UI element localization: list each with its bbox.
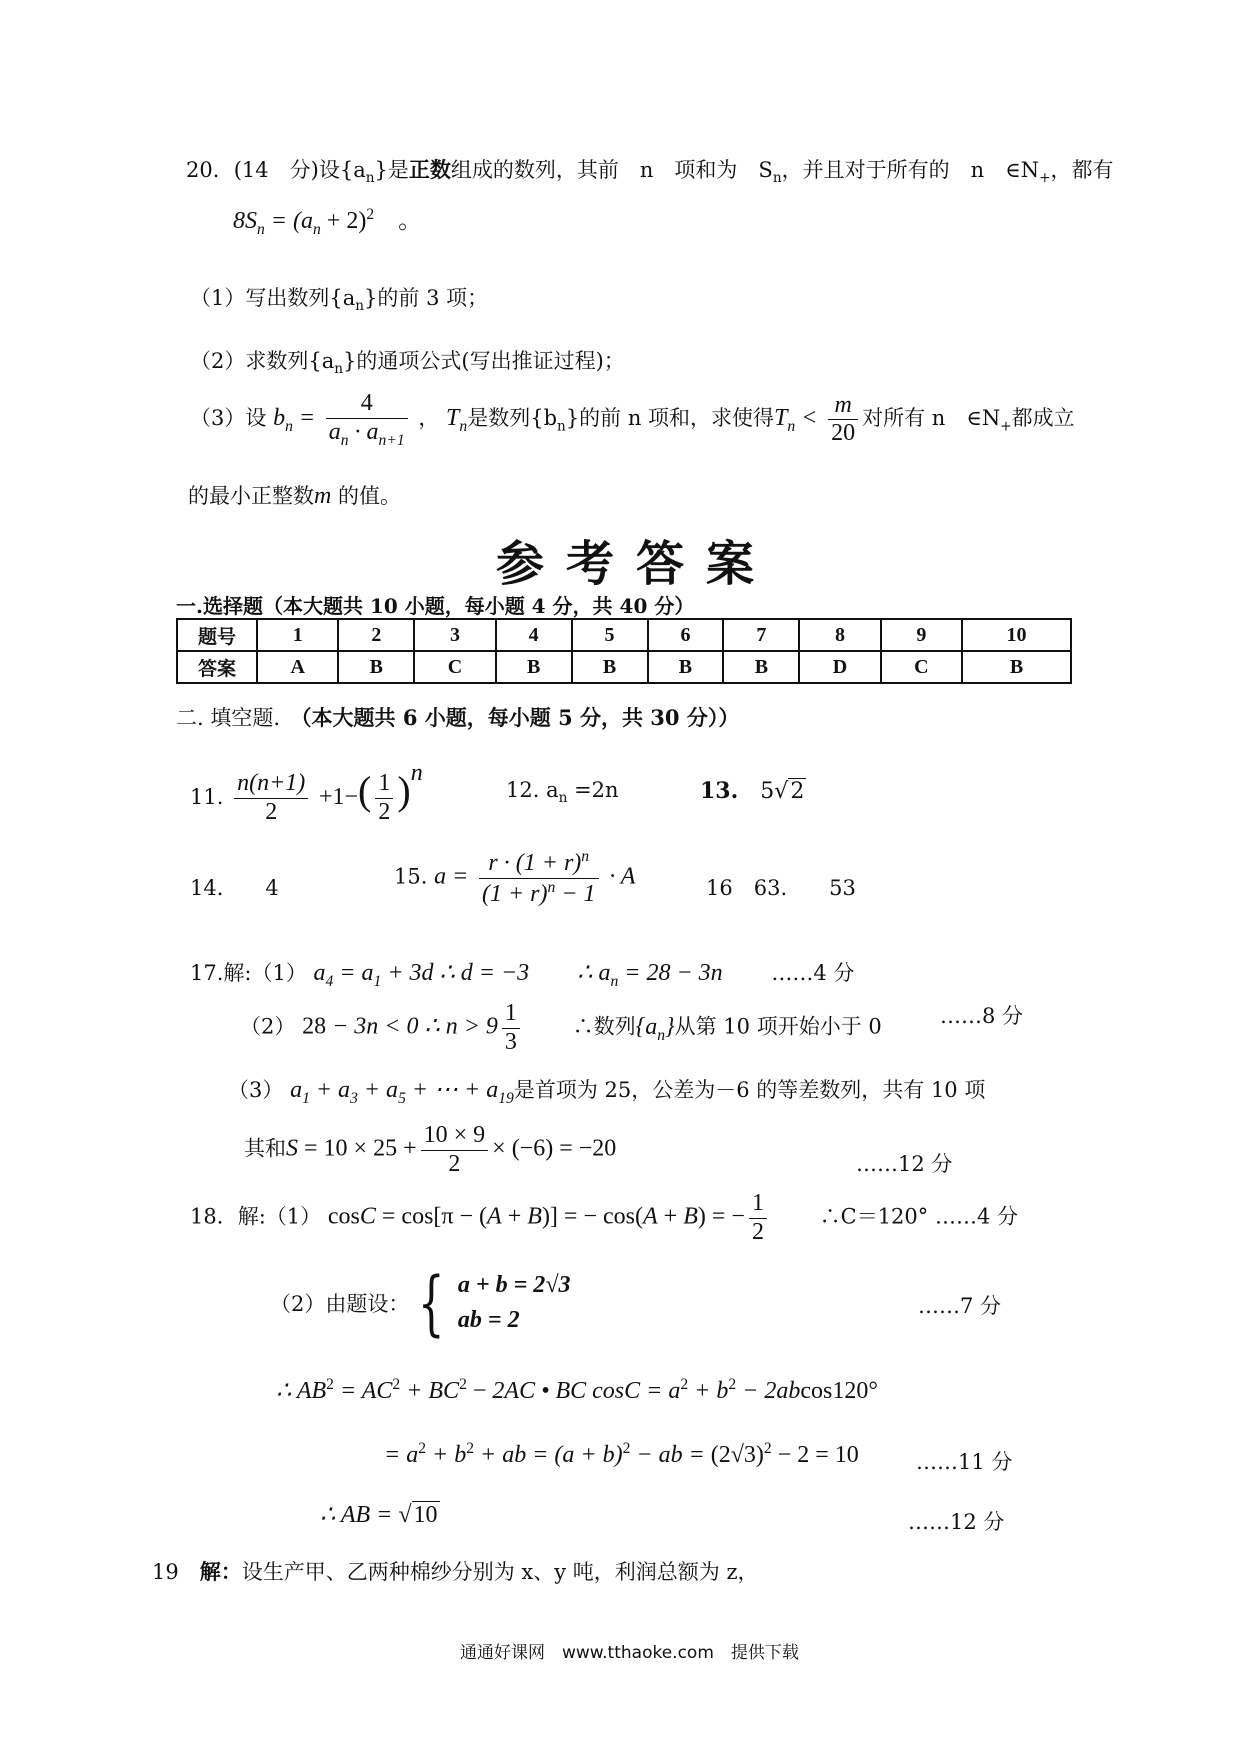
q20-part1	[190, 282, 488, 314]
solution-text: ∴数列	[572, 1014, 636, 1039]
subscript: n	[334, 361, 344, 378]
table-cell: B	[338, 651, 414, 683]
q18-score-12: ……12 分	[908, 1510, 1005, 1534]
q18-line2	[270, 1262, 571, 1344]
subscript: n	[772, 170, 782, 187]
part-text: 的值。	[331, 484, 402, 508]
section1-title: 一.选择题（本大题共 10 小题，每小题 4 分，共 40 分）	[176, 594, 695, 618]
table-cell: B	[648, 651, 724, 683]
math-text: + 2)	[320, 208, 367, 234]
answer-label: 13.	[700, 778, 739, 804]
q18-line3: ∴ $AB^2 = AC^2 + BC^2 - 2AC$ • BC $\cos C = a^2 + b^2 - 2abcos120^\circ$	[276, 1376, 878, 1404]
part-text: （3）设	[190, 406, 267, 431]
answer-label: 11.	[190, 785, 224, 809]
table-cell: B	[962, 651, 1071, 683]
math-b: $b_n$ =	[273, 405, 316, 435]
math-text: 。	[374, 208, 423, 234]
answer-text: 5	[760, 779, 775, 804]
table-cell: 6	[648, 619, 724, 651]
superscript: 2	[366, 206, 375, 223]
table-cell: 9	[881, 619, 962, 651]
q18-line5: ∴ AB = √10	[320, 1502, 438, 1528]
answer-11	[190, 760, 423, 827]
table-cell: 5	[572, 619, 648, 651]
q20-score: (14 分)	[233, 158, 319, 182]
score-text: ……12 分	[856, 1152, 953, 1176]
subscript: n	[365, 170, 375, 187]
q20-part3	[190, 390, 1075, 449]
math-text: $\{a_n\}$	[635, 1013, 675, 1044]
table-cell: B	[723, 651, 799, 683]
math-text: $a_4 = a_1 + 3d$ ∴ d = −3 ∴ $a_n = 28 - 3n$	[313, 960, 723, 990]
q18-score-7: ……7 分	[918, 1294, 1002, 1318]
solution-label: 17.解:（1）	[190, 961, 307, 985]
subscript: n	[257, 220, 265, 238]
part-text: }的通项公式(写出推证过程)；	[343, 349, 625, 373]
q17-line1	[190, 952, 854, 991]
solution-text: 从第 10 项开始小于 0	[674, 1014, 882, 1039]
q17-line4	[244, 1122, 953, 1178]
subscript: +	[1039, 170, 1051, 187]
answer-13	[700, 774, 806, 805]
math-ineq: $T_n$ <	[774, 405, 818, 435]
section-text-bold: （本大题共 6 小题，每小题 5 分，共 30 分））	[301, 705, 740, 730]
score-text: ……4 分	[934, 1204, 1019, 1229]
math-m: m	[314, 483, 332, 509]
q17-line3	[228, 1074, 985, 1108]
answer-text: 12. a	[506, 778, 559, 802]
part-text: 都成立	[1011, 406, 1075, 431]
table-cell: C	[414, 651, 495, 683]
answer-12	[506, 778, 619, 806]
q19-line	[152, 1556, 759, 1586]
q20-text: ，都有	[1050, 158, 1114, 182]
math-text: · A	[609, 863, 636, 890]
equation: a + b = 2√3	[457, 1272, 571, 1299]
part-text: （1）写出数列{a	[190, 286, 356, 310]
score-text: ……4 分	[771, 961, 855, 985]
paren: )	[397, 768, 411, 813]
answer-15	[394, 848, 635, 908]
math-text: × (−6) = −20	[492, 1135, 617, 1162]
math-text: S = 10 × 25 +	[286, 1135, 417, 1162]
solution-text: 设生产甲、乙两种棉纱分别为 x、y 吨，利润总额为 z，	[241, 1560, 759, 1584]
table-row	[177, 619, 1071, 651]
subscript: +	[1000, 418, 1012, 435]
solution-text: 是首项为 25，公差为－6 的等差数列，共有 10 项	[513, 1078, 986, 1102]
q20-line1	[186, 154, 1114, 186]
fraction: $\frac{1}{2}$	[375, 770, 393, 826]
table-answer-label: 答案	[177, 651, 257, 683]
table-cell: 7	[723, 619, 799, 651]
part-text: 对所有 n ∈N	[862, 406, 1001, 431]
section-text: 二. 填空题.	[176, 706, 302, 730]
q17-line2	[240, 1000, 1024, 1056]
table-cell: 10	[962, 619, 1071, 651]
table-cell: 1	[257, 619, 338, 651]
fraction: $\frac{r \cdot (1 + r)^n}{(1 + r)^n - 1}$	[479, 848, 599, 908]
paren: (	[358, 768, 372, 813]
solution-label: 18．解:（1）	[190, 1204, 322, 1229]
superscript: n	[410, 760, 423, 786]
math-text: +1−	[318, 784, 359, 810]
solution-label: （2）	[240, 1014, 296, 1039]
table-cell: 4	[496, 619, 572, 651]
q20-bold: 正数	[408, 157, 451, 182]
answer-14	[190, 872, 279, 902]
q20-part3-cont	[188, 480, 401, 510]
equation-system	[458, 1268, 571, 1338]
score-text: ……8 分	[940, 1004, 1024, 1028]
section2-title	[176, 702, 739, 732]
fraction: $\frac{m}{20}$	[828, 392, 858, 448]
solution-label: 解：	[199, 1559, 242, 1584]
solution-label: （2）由题设：	[270, 1292, 410, 1316]
sqrt: √2	[774, 779, 805, 804]
table-cell: B	[572, 651, 648, 683]
fraction: $\frac{1}{2}$	[749, 1190, 767, 1246]
q20-text: 设{a	[318, 158, 366, 182]
q20-part2	[190, 345, 625, 377]
math-text: $a_1 + a_3 + a_5$ + ⋯ + $a_{19}$	[290, 1077, 514, 1107]
subscript: n	[312, 220, 321, 238]
part-text: }的前 n 项和，求使得	[565, 406, 775, 431]
fraction: $\frac{4}{a_n \cdot a_{n+1}}$	[326, 390, 408, 449]
table-cell: 3	[414, 619, 495, 651]
answer-16: 16 63. 53	[706, 876, 856, 900]
table-cell: 8	[799, 619, 880, 651]
table-cell: D	[799, 651, 880, 683]
q18-line4: = $a^2 + b^2$ + ab = $(a + b)^2$ − ab = $(2√3)^2 - 2 = 10$	[384, 1440, 859, 1468]
question-number: 19	[152, 1560, 179, 1584]
q20-text: 组成的数列，其前 n 项和为 S	[450, 158, 773, 182]
table-cell: C	[881, 651, 962, 683]
table-cell: B	[496, 651, 572, 683]
solution-label: （3）	[228, 1078, 284, 1102]
equation: ab = 2	[457, 1307, 520, 1333]
answer-table	[176, 618, 1072, 684]
math-text: 28 − 3n < 0 ∴ n > 9	[302, 1013, 498, 1040]
fraction: $\frac{1}{3}$	[502, 1000, 520, 1056]
table-cell: A	[257, 651, 338, 683]
part-text: ，	[418, 406, 440, 431]
part-text: 是数列{b	[467, 406, 558, 431]
table-cell: 2	[338, 619, 414, 651]
left-brace: {	[418, 1262, 446, 1344]
part-text: 的最小正整数	[188, 484, 314, 508]
math-text: = (a	[264, 208, 313, 234]
math-text: cosC = cos[π − (A + B)] = − cos(A + B) = −	[327, 1203, 745, 1230]
part-text: （2）求数列{a	[190, 349, 335, 373]
solution-text: ∴C＝120°	[819, 1204, 929, 1229]
q20-text: ，并且对于所有的 n ∈N	[781, 158, 1040, 182]
part-text: }的前 3 项；	[364, 286, 489, 310]
answer-label: 14.	[190, 876, 224, 900]
q20-text: }是	[374, 158, 409, 182]
fraction: $\frac{10 \times 9}{2}$	[421, 1122, 489, 1178]
footer: 通通好课网 www.tthaoke.com 提供下载	[460, 1643, 799, 1663]
q18-score-11: ……11 分	[916, 1450, 1013, 1474]
table-row	[177, 651, 1071, 683]
answer-text: =2n	[567, 778, 619, 802]
solution-label: 其和	[244, 1136, 286, 1161]
answer-text: 4	[265, 876, 279, 900]
answer-label: 15.	[394, 864, 428, 889]
math-text: a =	[434, 863, 469, 890]
q18-line1	[190, 1190, 1018, 1246]
subscript: n	[355, 298, 365, 315]
subscript: n	[557, 418, 566, 435]
answer-title: 参考答案	[496, 536, 777, 592]
q20-number: 20．	[186, 158, 234, 182]
table-header-label: 题号	[177, 619, 257, 651]
fraction: $\frac{n(n+1)}{2}$	[234, 770, 308, 826]
q20-formula	[233, 200, 422, 239]
subscript: n	[558, 790, 568, 807]
math-t: $T_n$	[446, 405, 468, 435]
math-text: 8S	[233, 208, 257, 234]
